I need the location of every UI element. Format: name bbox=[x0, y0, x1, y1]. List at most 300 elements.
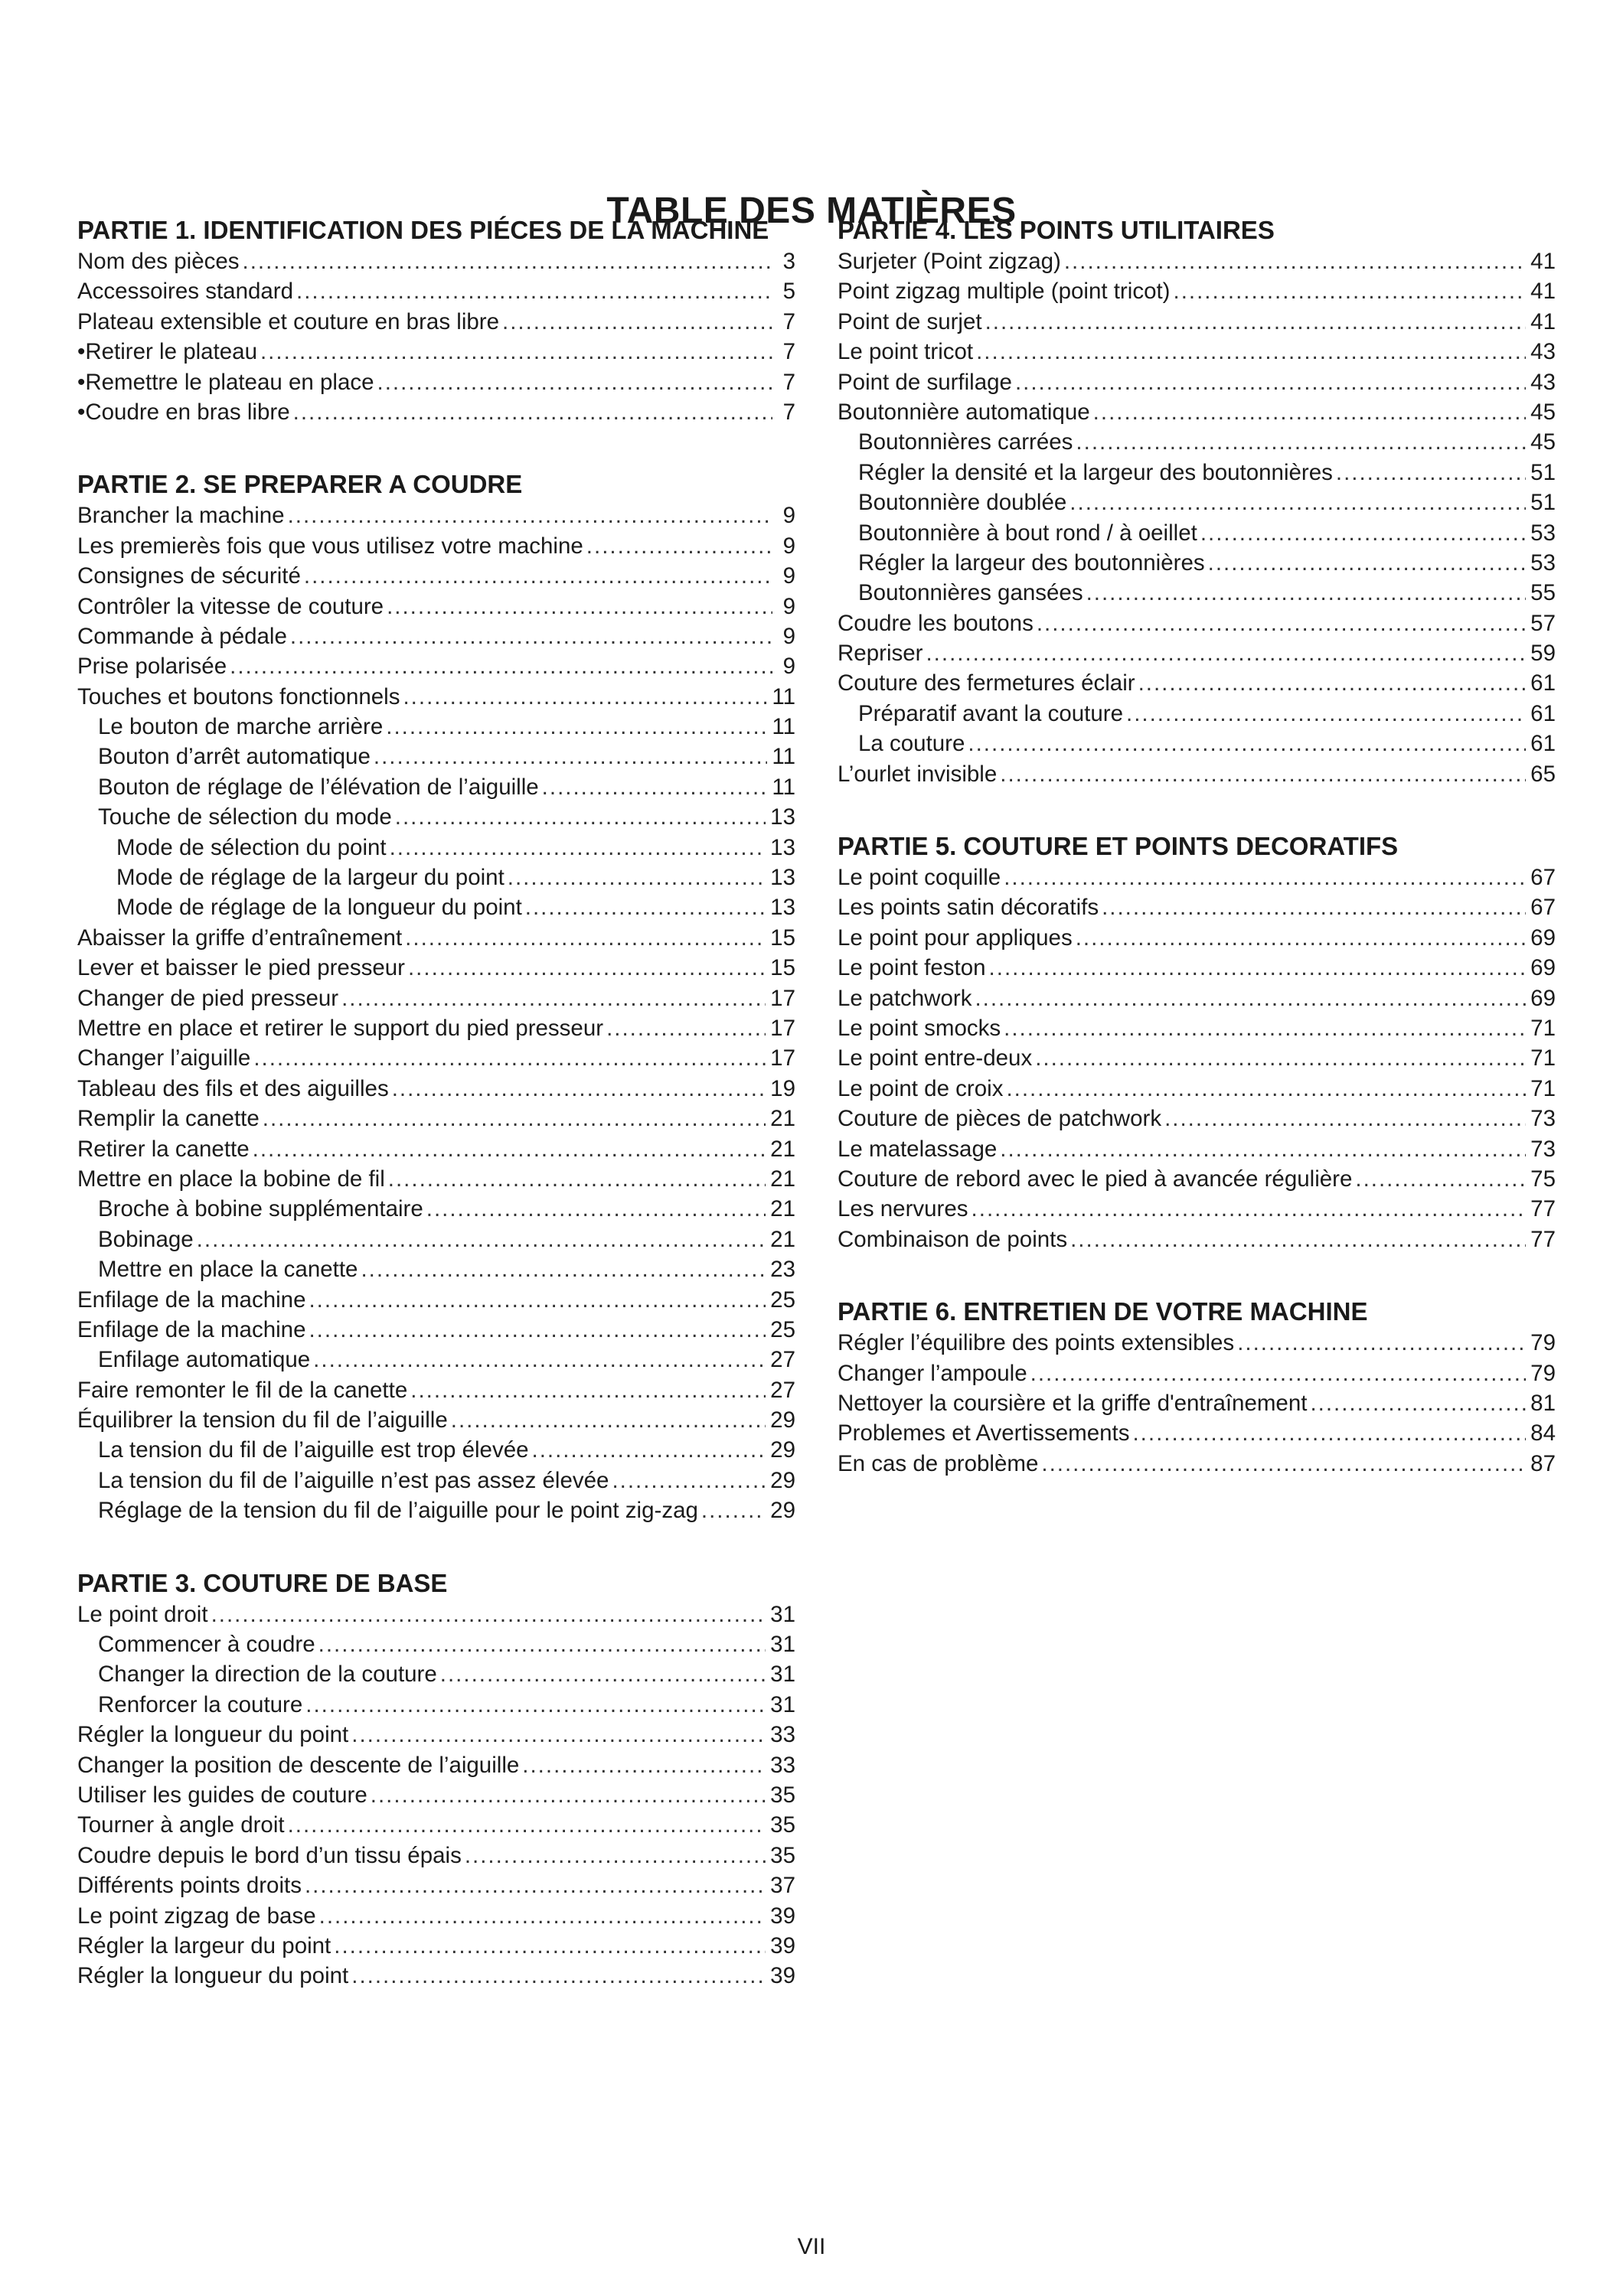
toc-entry-label: Couture de rebord avec le pied à avancée régulière bbox=[838, 1166, 1353, 1192]
dot-leader bbox=[1138, 668, 1527, 698]
toc-entry[interactable] bbox=[838, 246, 1556, 276]
toc-entry-label: Renforcer la couture bbox=[98, 1691, 303, 1717]
toc-entry-label: Le matelassage bbox=[838, 1136, 998, 1162]
toc-entry-page: 35 bbox=[770, 1842, 795, 1868]
toc-entry-page: 11 bbox=[772, 774, 795, 800]
dot-leader bbox=[465, 1841, 766, 1870]
toc-entry[interactable] bbox=[77, 1164, 795, 1194]
dot-leader bbox=[701, 1495, 766, 1525]
toc-entry[interactable] bbox=[77, 397, 795, 427]
toc-entry-page: 17 bbox=[770, 1045, 795, 1071]
dot-leader bbox=[1000, 759, 1526, 789]
toc-entry-page: 17 bbox=[770, 985, 795, 1011]
dot-leader bbox=[1237, 1328, 1526, 1358]
toc-entry-page: 9 bbox=[782, 593, 795, 619]
toc-entry[interactable] bbox=[77, 1074, 795, 1104]
dot-leader bbox=[1200, 518, 1526, 548]
toc-entry[interactable] bbox=[838, 1358, 1556, 1388]
bullet-icon: • bbox=[77, 399, 86, 425]
toc-entry[interactable] bbox=[77, 276, 795, 306]
toc-entry-page: 35 bbox=[770, 1782, 795, 1808]
toc-entry-label: Le point zigzag de base bbox=[77, 1903, 316, 1929]
toc-entry-page: 31 bbox=[770, 1601, 795, 1627]
toc-entry-label: Boutonnière automatique bbox=[838, 399, 1090, 425]
toc-entry-page: 31 bbox=[770, 1691, 795, 1717]
section-heading: PARTIE 6. ENTRETIEN DE VOTRE MACHINE bbox=[838, 1297, 1368, 1326]
toc-entry-label: Les nervures bbox=[838, 1196, 968, 1222]
toc-entry-page: 21 bbox=[770, 1106, 795, 1132]
toc-entry[interactable] bbox=[838, 518, 1556, 548]
toc-entry-page: 71 bbox=[1530, 1015, 1556, 1041]
toc-entry-label: Touches et boutons fonctionnels bbox=[77, 683, 400, 709]
toc-entry-label: Le bouton de marche arrière bbox=[98, 714, 384, 740]
toc-entry[interactable] bbox=[838, 953, 1556, 983]
toc-entry[interactable] bbox=[77, 1600, 795, 1629]
toc-entry[interactable] bbox=[838, 923, 1556, 953]
toc-entry-page: 79 bbox=[1530, 1360, 1556, 1386]
dot-leader bbox=[1355, 1164, 1526, 1194]
dot-leader bbox=[371, 1780, 766, 1810]
toc-entry[interactable] bbox=[838, 578, 1556, 608]
toc-entry-page: 51 bbox=[1530, 490, 1556, 516]
toc-entry-label: Le patchwork bbox=[838, 985, 972, 1011]
toc-entry-page: 15 bbox=[770, 955, 795, 981]
toc-entry[interactable] bbox=[77, 923, 795, 953]
dot-leader bbox=[263, 1104, 766, 1133]
toc-entry[interactable] bbox=[838, 1074, 1556, 1104]
toc-entry-page: 27 bbox=[770, 1377, 795, 1403]
dot-leader bbox=[408, 953, 766, 983]
dot-leader bbox=[230, 651, 772, 681]
dot-leader bbox=[405, 923, 766, 953]
dot-leader bbox=[522, 1750, 766, 1780]
toc-entry[interactable] bbox=[77, 1961, 795, 1991]
toc-entry-page: 53 bbox=[1530, 520, 1556, 546]
toc-entry[interactable] bbox=[77, 1285, 795, 1315]
dot-leader bbox=[386, 712, 767, 742]
toc-entry[interactable] bbox=[77, 651, 795, 681]
toc-entry-page: 13 bbox=[770, 865, 795, 891]
toc-entry[interactable] bbox=[838, 759, 1556, 789]
dot-leader bbox=[374, 742, 768, 771]
toc-entry-page: 21 bbox=[770, 1226, 795, 1252]
toc-entry-page: 7 bbox=[782, 369, 795, 395]
toc-entry[interactable] bbox=[77, 1104, 795, 1133]
toc-entry[interactable] bbox=[77, 1254, 795, 1284]
toc-entry-label: Différents points droits bbox=[77, 1873, 302, 1899]
toc-entry-label: Nom des pièces bbox=[77, 249, 240, 274]
toc-entry-list bbox=[77, 501, 795, 1525]
page-title: TABLE DES MATIÈRES bbox=[606, 191, 1017, 232]
toc-entry-page: 59 bbox=[1530, 641, 1556, 667]
toc-entry[interactable] bbox=[838, 1013, 1556, 1043]
toc-entry-label: Le point de croix bbox=[838, 1075, 1004, 1101]
toc-entry[interactable] bbox=[77, 1810, 795, 1840]
toc-entry-label: Consignes de sécurité bbox=[77, 563, 301, 589]
dot-leader bbox=[305, 1690, 766, 1720]
toc-entry-label: La couture bbox=[858, 731, 965, 757]
toc-entry[interactable] bbox=[77, 1466, 795, 1495]
dot-leader bbox=[197, 1225, 766, 1254]
toc-entry-label: Commande à pédale bbox=[77, 623, 287, 649]
toc-entry-page: 31 bbox=[770, 1632, 795, 1658]
toc-entry[interactable] bbox=[77, 501, 795, 530]
dot-leader bbox=[1041, 1449, 1526, 1479]
dot-leader bbox=[288, 501, 772, 530]
toc-entry-label: Coudre depuis le bord d’un tissu épais bbox=[77, 1842, 462, 1868]
toc-entry-page: 23 bbox=[770, 1257, 795, 1283]
toc-entry-label: Régler la longueur du point bbox=[77, 1722, 349, 1748]
dot-leader bbox=[319, 1901, 766, 1931]
section-heading: PARTIE 2. SE PREPARER A COUDRE bbox=[77, 470, 523, 499]
toc-entry-page: 51 bbox=[1530, 459, 1556, 485]
toc-entry-label: Bobinage bbox=[98, 1226, 194, 1252]
dot-leader bbox=[1006, 1074, 1526, 1104]
toc-entry-label: Mettre en place la canette bbox=[98, 1257, 358, 1283]
dot-leader bbox=[1064, 246, 1526, 276]
toc-entry-label: Le point pour appliques bbox=[838, 925, 1073, 951]
dot-leader bbox=[351, 1961, 766, 1991]
toc-entry-page: 75 bbox=[1530, 1166, 1556, 1192]
toc-entry-page: 13 bbox=[770, 834, 795, 860]
toc-entry-page: 7 bbox=[782, 308, 795, 334]
dot-leader bbox=[542, 772, 768, 802]
toc-entry-label: Les points satin décoratifs bbox=[838, 895, 1099, 921]
toc-entry-label: Le point droit bbox=[77, 1601, 208, 1627]
toc-entry[interactable] bbox=[838, 1418, 1556, 1448]
toc-entry[interactable] bbox=[77, 742, 795, 771]
toc-entry-label: En cas de problème bbox=[838, 1450, 1039, 1476]
toc-entry-page: 29 bbox=[770, 1467, 795, 1493]
toc-entry-label: Point zigzag multiple (point tricot) bbox=[838, 279, 1171, 305]
toc-entry-label: Retirer la canette bbox=[77, 1136, 250, 1162]
dot-leader bbox=[253, 1043, 766, 1073]
toc-entry[interactable] bbox=[838, 638, 1556, 668]
toc-entry[interactable] bbox=[77, 1780, 795, 1810]
toc-entry[interactable] bbox=[838, 892, 1556, 922]
toc-entry-page: 69 bbox=[1530, 985, 1556, 1011]
toc-entry[interactable] bbox=[77, 1931, 795, 1961]
toc-entry[interactable] bbox=[77, 863, 795, 892]
toc-entry[interactable] bbox=[77, 1194, 795, 1224]
toc-entry-page: 84 bbox=[1530, 1420, 1556, 1446]
toc-entry-label: Touche de sélection du mode bbox=[98, 804, 392, 830]
toc-entry[interactable] bbox=[77, 1750, 795, 1780]
dot-leader bbox=[387, 592, 772, 621]
toc-entry-label: Changer la direction de la couture bbox=[98, 1662, 437, 1688]
dot-leader bbox=[972, 1194, 1527, 1224]
toc-entry[interactable] bbox=[838, 983, 1556, 1013]
dot-leader bbox=[388, 1164, 766, 1194]
toc-entry-page: 57 bbox=[1530, 610, 1556, 636]
toc-entry-page: 21 bbox=[770, 1136, 795, 1162]
toc-entry[interactable] bbox=[838, 1225, 1556, 1254]
dot-leader bbox=[525, 892, 766, 922]
toc-left-column bbox=[77, 214, 795, 2033]
toc-entry[interactable] bbox=[838, 397, 1556, 427]
dot-leader bbox=[334, 1931, 766, 1961]
toc-entry[interactable] bbox=[838, 1388, 1556, 1418]
toc-entry-list bbox=[77, 246, 795, 427]
toc-entry-label: Enfilage de la machine bbox=[77, 1287, 306, 1313]
toc-entry[interactable] bbox=[838, 1194, 1556, 1224]
toc-entry-page: 9 bbox=[782, 503, 795, 529]
toc-entry-label: Changer l’ampoule bbox=[838, 1360, 1027, 1386]
toc-entry-label: Coudre en bras libre bbox=[85, 399, 290, 425]
toc-entry-label: Broche à bobine supplémentaire bbox=[98, 1196, 423, 1222]
toc-entry-page: 73 bbox=[1530, 1106, 1556, 1132]
toc-entry[interactable] bbox=[77, 802, 795, 832]
toc-entry-page: 61 bbox=[1530, 731, 1556, 757]
toc-entry[interactable] bbox=[77, 1345, 795, 1375]
dot-leader bbox=[361, 1254, 766, 1284]
toc-entry-page: 21 bbox=[770, 1196, 795, 1222]
toc-entry-label: Équilibrer la tension du fil de l’aiguille bbox=[77, 1407, 448, 1433]
toc-entry[interactable] bbox=[838, 1134, 1556, 1164]
toc-entry-label: Brancher la machine bbox=[77, 503, 285, 529]
toc-entry-page: 81 bbox=[1530, 1390, 1556, 1416]
toc-entry-label: Remplir la canette bbox=[77, 1106, 260, 1132]
dot-leader bbox=[1076, 923, 1526, 953]
dot-leader bbox=[211, 1600, 766, 1629]
dot-leader bbox=[1000, 1134, 1526, 1164]
toc-entry-label: Changer la position de descente de l’aiguille bbox=[77, 1752, 520, 1778]
toc-entry[interactable] bbox=[77, 1901, 795, 1931]
dot-leader bbox=[1086, 578, 1527, 608]
toc-entry-page: 43 bbox=[1530, 339, 1556, 365]
toc-entry[interactable] bbox=[77, 1659, 795, 1689]
toc-entry-label: Boutonnière doublée bbox=[858, 490, 1067, 516]
toc-entry-page: 9 bbox=[782, 654, 795, 680]
toc-entry-page: 7 bbox=[782, 399, 795, 425]
dot-leader bbox=[975, 983, 1526, 1013]
dot-leader bbox=[341, 983, 766, 1013]
toc-entry[interactable] bbox=[77, 833, 795, 863]
toc-entry[interactable] bbox=[77, 307, 795, 337]
toc-entry-page: 77 bbox=[1530, 1196, 1556, 1222]
toc-entry-page: 71 bbox=[1530, 1045, 1556, 1071]
toc-entry[interactable] bbox=[77, 1435, 795, 1465]
toc-entry-label: Lever et baisser le pied presseur bbox=[77, 955, 405, 981]
toc-entry-page: 33 bbox=[770, 1752, 795, 1778]
toc-entry[interactable] bbox=[77, 1375, 795, 1405]
dot-leader bbox=[1093, 397, 1527, 427]
dot-leader bbox=[606, 1013, 766, 1043]
dot-leader bbox=[1076, 427, 1526, 457]
dot-leader bbox=[612, 1466, 766, 1495]
toc-entry-page: 41 bbox=[1530, 308, 1556, 334]
toc-entry[interactable] bbox=[838, 1164, 1556, 1194]
toc-entry-page: 45 bbox=[1530, 429, 1556, 455]
toc-entry[interactable] bbox=[77, 531, 795, 561]
toc-entry[interactable] bbox=[77, 1495, 795, 1525]
toc-entry[interactable] bbox=[838, 668, 1556, 698]
toc-entry[interactable] bbox=[77, 1629, 795, 1659]
dot-leader bbox=[403, 682, 767, 712]
toc-entry-page: 29 bbox=[770, 1498, 795, 1524]
toc-entry-page: 65 bbox=[1530, 761, 1556, 787]
toc-entry-page: 53 bbox=[1530, 550, 1556, 576]
toc-entry-page: 45 bbox=[1530, 399, 1556, 425]
toc-entry[interactable] bbox=[77, 953, 795, 983]
toc-entry[interactable] bbox=[838, 1328, 1556, 1358]
toc-entry[interactable] bbox=[77, 772, 795, 802]
bullet-icon: • bbox=[77, 339, 86, 365]
dot-leader bbox=[1004, 863, 1526, 892]
toc-entry[interactable] bbox=[77, 337, 795, 367]
dot-leader bbox=[260, 337, 772, 367]
dot-leader bbox=[502, 307, 772, 337]
toc-entry[interactable] bbox=[77, 682, 795, 712]
dot-leader bbox=[1208, 548, 1527, 578]
toc-entry-label: Le point smocks bbox=[838, 1015, 1001, 1041]
toc-entry[interactable] bbox=[77, 1405, 795, 1435]
toc-entry[interactable] bbox=[77, 892, 795, 922]
toc-entry-label: Repriser bbox=[838, 641, 923, 667]
toc-entry-label: Le point coquille bbox=[838, 865, 1001, 891]
toc-entry-label: Boutonnières carrées bbox=[858, 429, 1073, 455]
toc-entry-label: Faire remonter le fil de la canette bbox=[77, 1377, 408, 1403]
toc-entry[interactable] bbox=[838, 427, 1556, 457]
toc-entry-page: 87 bbox=[1530, 1450, 1556, 1476]
toc-entry[interactable] bbox=[838, 1104, 1556, 1133]
toc-entry[interactable] bbox=[77, 1134, 795, 1164]
toc-entry[interactable] bbox=[77, 1315, 795, 1345]
toc-entry-page: 29 bbox=[770, 1407, 795, 1433]
toc-entry-label: Bouton de réglage de l’élévation de l’aiguille bbox=[98, 774, 539, 800]
toc-entry[interactable] bbox=[77, 621, 795, 651]
toc-section-partie-1 bbox=[77, 214, 795, 427]
dot-leader bbox=[318, 1629, 766, 1659]
dot-leader bbox=[1174, 276, 1527, 306]
toc-entry[interactable] bbox=[838, 367, 1556, 397]
section-heading: PARTIE 4. LES POINTS UTILITAIRES bbox=[838, 216, 1275, 244]
dot-leader bbox=[1004, 1013, 1526, 1043]
toc-entry-page: 43 bbox=[1530, 369, 1556, 395]
toc-entry-label: Coudre les boutons bbox=[838, 610, 1034, 636]
toc-entry-label: Contrôler la vitesse de couture bbox=[77, 593, 384, 619]
toc-entry[interactable] bbox=[838, 699, 1556, 729]
toc-entry-page: 39 bbox=[770, 1932, 795, 1958]
toc-entry[interactable] bbox=[77, 592, 795, 621]
toc-entry-page: 61 bbox=[1530, 700, 1556, 726]
toc-entry-page: 31 bbox=[770, 1662, 795, 1688]
toc-entry[interactable] bbox=[838, 548, 1556, 578]
toc-entry[interactable] bbox=[77, 1841, 795, 1870]
section-heading: PARTIE 1. IDENTIFICATION DES PIÉCES DE LA MACHINE bbox=[77, 216, 769, 244]
toc-entry[interactable] bbox=[838, 608, 1556, 638]
toc-entry[interactable] bbox=[77, 1690, 795, 1720]
toc-entry[interactable] bbox=[838, 488, 1556, 517]
toc-entry[interactable] bbox=[77, 246, 795, 276]
toc-entry[interactable] bbox=[838, 1449, 1556, 1479]
toc-entry-page: 33 bbox=[770, 1722, 795, 1748]
dot-leader bbox=[1069, 488, 1526, 517]
toc-entry-page: 55 bbox=[1530, 580, 1556, 606]
toc-entry[interactable] bbox=[77, 1013, 795, 1043]
toc-entry-page: 15 bbox=[770, 925, 795, 951]
toc-entry[interactable] bbox=[77, 1720, 795, 1750]
toc-entry-page: 21 bbox=[770, 1166, 795, 1192]
toc-entry[interactable] bbox=[77, 983, 795, 1013]
toc-entry[interactable] bbox=[838, 458, 1556, 488]
dot-leader bbox=[309, 1285, 766, 1315]
toc-entry-label: Abaisser la griffe d’entraînement bbox=[77, 925, 403, 951]
toc-entry[interactable] bbox=[77, 561, 795, 591]
toc-entry-label: Les premierès fois que vous utilisez votre machine bbox=[77, 533, 583, 559]
toc-entry-page: 39 bbox=[770, 1963, 795, 1989]
dot-leader bbox=[1030, 1358, 1527, 1388]
toc-entry[interactable] bbox=[838, 1043, 1556, 1073]
dot-leader bbox=[309, 1315, 766, 1345]
toc-entry-page: 9 bbox=[782, 563, 795, 589]
toc-entry[interactable] bbox=[838, 337, 1556, 367]
toc-entry[interactable] bbox=[77, 367, 795, 397]
dot-leader bbox=[253, 1134, 766, 1164]
toc-entry[interactable] bbox=[838, 276, 1556, 306]
toc-entry[interactable] bbox=[77, 712, 795, 742]
toc-entry-page: 27 bbox=[770, 1347, 795, 1373]
toc-entry-label: Le point feston bbox=[838, 955, 986, 981]
toc-entry-list bbox=[838, 863, 1556, 1254]
toc-entry[interactable] bbox=[77, 1870, 795, 1900]
toc-entry-page: 67 bbox=[1530, 895, 1556, 921]
toc-entry-label: Enfilage automatique bbox=[98, 1347, 311, 1373]
toc-entry-label: Régler la largeur des boutonnières bbox=[858, 550, 1205, 576]
toc-entry-page: 11 bbox=[772, 714, 795, 740]
toc-entry-label: Nettoyer la coursière et la griffe d'entraînement bbox=[838, 1390, 1308, 1416]
dot-leader bbox=[1132, 1418, 1526, 1448]
toc-entry-label: Boutonnières gansées bbox=[858, 580, 1083, 606]
dot-leader bbox=[313, 1345, 766, 1375]
toc-entry-label: Le point tricot bbox=[838, 339, 974, 365]
toc-entry-page: 77 bbox=[1530, 1226, 1556, 1252]
toc-section-partie-3 bbox=[77, 1567, 795, 1991]
toc-entry-label: Enfilage de la machine bbox=[77, 1316, 306, 1342]
toc-entry-label: Mode de sélection du point bbox=[116, 834, 387, 860]
dot-leader bbox=[451, 1405, 766, 1435]
toc-entry[interactable] bbox=[838, 729, 1556, 758]
page-number: VII bbox=[797, 2234, 826, 2259]
dot-leader bbox=[1310, 1388, 1526, 1418]
dot-leader bbox=[1336, 458, 1526, 488]
toc-entry-label: Le point entre-deux bbox=[838, 1045, 1033, 1071]
toc-entry-label: Tableau des fils et des aiguilles bbox=[77, 1075, 389, 1101]
toc-entry-page: 61 bbox=[1530, 670, 1556, 696]
toc-entry[interactable] bbox=[838, 863, 1556, 892]
toc-entry[interactable] bbox=[77, 1043, 795, 1073]
dot-leader bbox=[985, 307, 1527, 337]
dot-leader bbox=[508, 863, 766, 892]
toc-entry-page: 69 bbox=[1530, 955, 1556, 981]
dot-leader bbox=[1164, 1104, 1526, 1133]
toc-entry-page: 41 bbox=[1530, 279, 1556, 305]
toc-entry[interactable] bbox=[77, 1225, 795, 1254]
toc-entry-label: Problemes et Avertissements bbox=[838, 1420, 1130, 1446]
toc-entry-label: Point de surjet bbox=[838, 308, 982, 334]
dot-leader bbox=[440, 1659, 766, 1689]
toc-entry-page: 11 bbox=[772, 683, 795, 709]
toc-entry-label: Prise polarisée bbox=[77, 654, 227, 680]
dot-leader bbox=[390, 833, 766, 863]
toc-entry[interactable] bbox=[838, 307, 1556, 337]
dot-leader bbox=[304, 561, 772, 591]
toc-right-column bbox=[838, 214, 1556, 1520]
toc-entry-page: 41 bbox=[1530, 249, 1556, 274]
dot-leader bbox=[532, 1435, 766, 1465]
toc-entry-page: 71 bbox=[1530, 1075, 1556, 1101]
toc-entry-label: Point de surfilage bbox=[838, 369, 1012, 395]
